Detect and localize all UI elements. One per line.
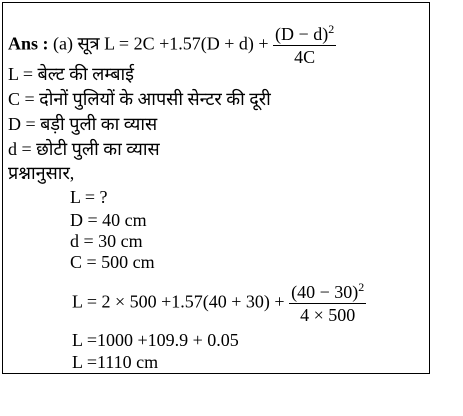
- fraction-numerator: $(D - d)^2$: [275, 22, 335, 44]
- ans-label: Ans :: [8, 33, 49, 54]
- formula-paren: (D + d) +: [200, 33, 269, 54]
- substitution-numerator: $(40 - 30)^2$: [291, 280, 365, 302]
- given-l: L = ?: [70, 187, 108, 207]
- formula-lhs: L = 2C +1.57: [104, 33, 201, 54]
- substitution-lhs: L = 2 × 500 +1.57: [72, 291, 203, 312]
- substitution-fraction: [289, 282, 366, 325]
- formula-line: [8, 24, 336, 67]
- substitution-paren: (40 + 30) +: [202, 291, 285, 312]
- step-1: L =1000 +109.9 + 0.05: [72, 330, 239, 350]
- given-d-big: D = 40 cm: [70, 210, 147, 230]
- definition-l: L = बेल्ट की लम्बाई: [8, 64, 134, 84]
- given-c: C = 500 cm: [70, 252, 155, 272]
- sutra-label: सूत्र: [77, 33, 100, 54]
- step-2: L =1110 cm: [72, 352, 159, 372]
- substitution-line: [72, 282, 366, 325]
- definition-d-small: d = छोटी पुली का व्यास: [8, 139, 160, 159]
- part-label: (a): [53, 33, 73, 54]
- definition-d-big: D = बड़ी पुली का व्यास: [8, 114, 158, 134]
- fraction-denominator: 4C: [294, 47, 316, 67]
- substitution-denominator: 4 × 500: [300, 305, 356, 325]
- prashna-label: प्रश्नानुसार,: [8, 163, 75, 183]
- formula-fraction: [273, 24, 336, 67]
- definition-c: C = दोनों पुलियों के आपसी सेन्टर की दूरी: [8, 89, 271, 109]
- given-d-small: d = 30 cm: [70, 231, 143, 251]
